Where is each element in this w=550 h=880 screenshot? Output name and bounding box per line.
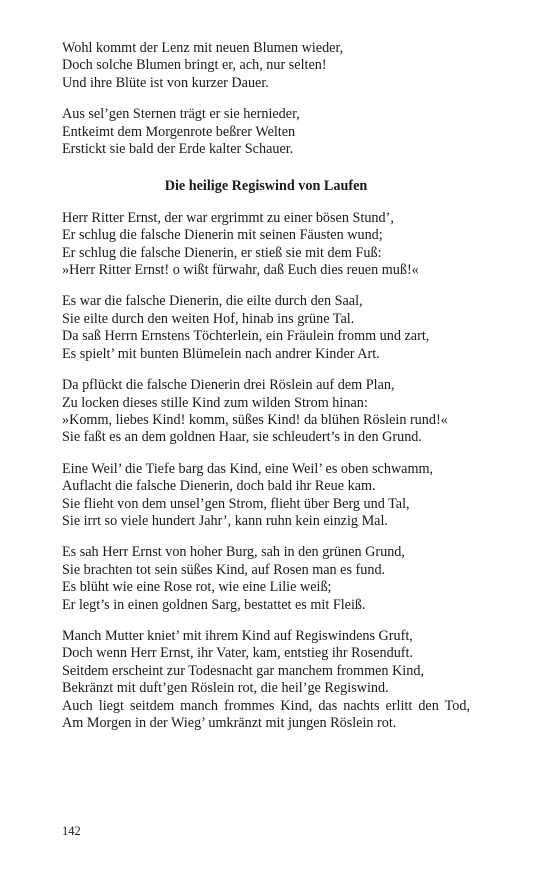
verse-line: Zu locken dieses stille Kind zum wilden Strom hinan:: [62, 394, 368, 411]
verse-line: Seitdem erscheint zur Todesnacht gar manchem frommen Kind,: [62, 662, 424, 679]
verse-line: Und ihre Blüte ist von kurzer Dauer.: [62, 74, 269, 91]
verse-line: Sie eilte durch den weiten Hof, hinab ins grüne Tal.: [62, 310, 355, 327]
verse-line: Erstickt sie bald der Erde kalter Schauer.: [62, 141, 294, 158]
verse-line: Manch Mutter kniet’ mit ihrem Kind auf Regiswindens Gruft,: [62, 627, 413, 644]
poem-title: Die heilige Regiswind von Laufen: [164, 178, 368, 195]
page-body: [62, 40, 470, 746]
verse-line: Am Morgen in der Wieg’ umkränzt mit jungen Röslein rot.: [62, 715, 397, 731]
verse-line: Doch solche Blumen bringt er, ach, nur selten!: [62, 57, 327, 74]
verse-line: Doch wenn Herr Ernst, ihr Vater, kam, entstieg ihr Rosenduft.: [62, 645, 414, 662]
verse-line: »Herr Ritter Ernst! o wißt fürwahr, daß Euch dies reuen muß!«: [62, 262, 419, 279]
verse-line: Sie brachten tot sein süßes Kind, auf Rosen man es fund.: [62, 561, 386, 578]
verse-line: Es blüht wie eine Rose rot, wie eine Lilie weiß;: [62, 579, 332, 596]
verse-line: Sie flieht von dem unsel’gen Strom, flieht über Berg und Tal,: [62, 495, 410, 512]
verse-line: Bekränzt mit duft’gen Röslein rot, die heil’ge Regiswind.: [62, 680, 389, 697]
verse-line: Auch liegt seitdem manch frommes Kind, das nachts erlitt den Tod,: [62, 697, 470, 714]
stanza: [62, 40, 470, 92]
verse-line: Es war die falsche Dienerin, die eilte durch den Saal,: [62, 293, 363, 310]
verse-line: Da saß Herrn Ernstens Töchterlein, ein Fräulein fromm und zart,: [62, 328, 430, 345]
poem: [62, 210, 470, 733]
verse-line: »Komm, liebes Kind! komm, süßes Kind! da blühen Röslein rund!«: [62, 411, 448, 428]
verse-line: Auflacht die falsche Dienerin, doch bald ihr Reue kam.: [62, 478, 376, 495]
verse-line: Sie irrt so viele hundert Jahr’, kann ruhn kein einzig Mal.: [62, 512, 388, 529]
verse-line: Er schlug die falsche Dienerin mit seinen Fäusten wund;: [62, 227, 383, 244]
verse-line: Entkeimt dem Morgenrote beßrer Welten: [62, 123, 296, 140]
verse-line: Aus sel’gen Sternen trägt er sie hernieder,: [62, 106, 300, 123]
verse-line: Er schlug die falsche Dienerin, er stieß sie mit dem Fuß:: [62, 244, 382, 261]
stanza: [62, 106, 470, 158]
poem-fragment: [62, 40, 470, 158]
verse-line: Herr Ritter Ernst, der war ergrimmt zu einer bösen Stund’,: [62, 209, 394, 226]
verse-line: Sie faßt es an dem goldnen Haar, sie schleudert’s in den Grund.: [62, 429, 422, 446]
stanza: [62, 628, 470, 732]
stanza: [62, 377, 470, 447]
stanza: [62, 293, 470, 363]
verse-line: Wohl kommt der Lenz mit neuen Blumen wieder,: [62, 40, 344, 56]
page-number: 142: [62, 824, 81, 838]
stanza: [62, 461, 470, 531]
verse-line: Es spielt’ mit bunten Blümelein nach andrer Kinder Art.: [62, 345, 380, 362]
verse-line: Er legt’s in einen goldnen Sarg, bestattet es mit Fleiß.: [62, 596, 366, 613]
verse-line: Eine Weil’ die Tiefe barg das Kind, eine Weil’ es oben schwamm,: [62, 460, 434, 477]
stanza: [62, 544, 470, 614]
stanza: [62, 210, 470, 280]
verse-line: Es sah Herr Ernst von hoher Burg, sah in den grünen Grund,: [62, 544, 405, 561]
verse-line: Da pflückt die falsche Dienerin drei Röslein auf dem Plan,: [62, 377, 395, 394]
